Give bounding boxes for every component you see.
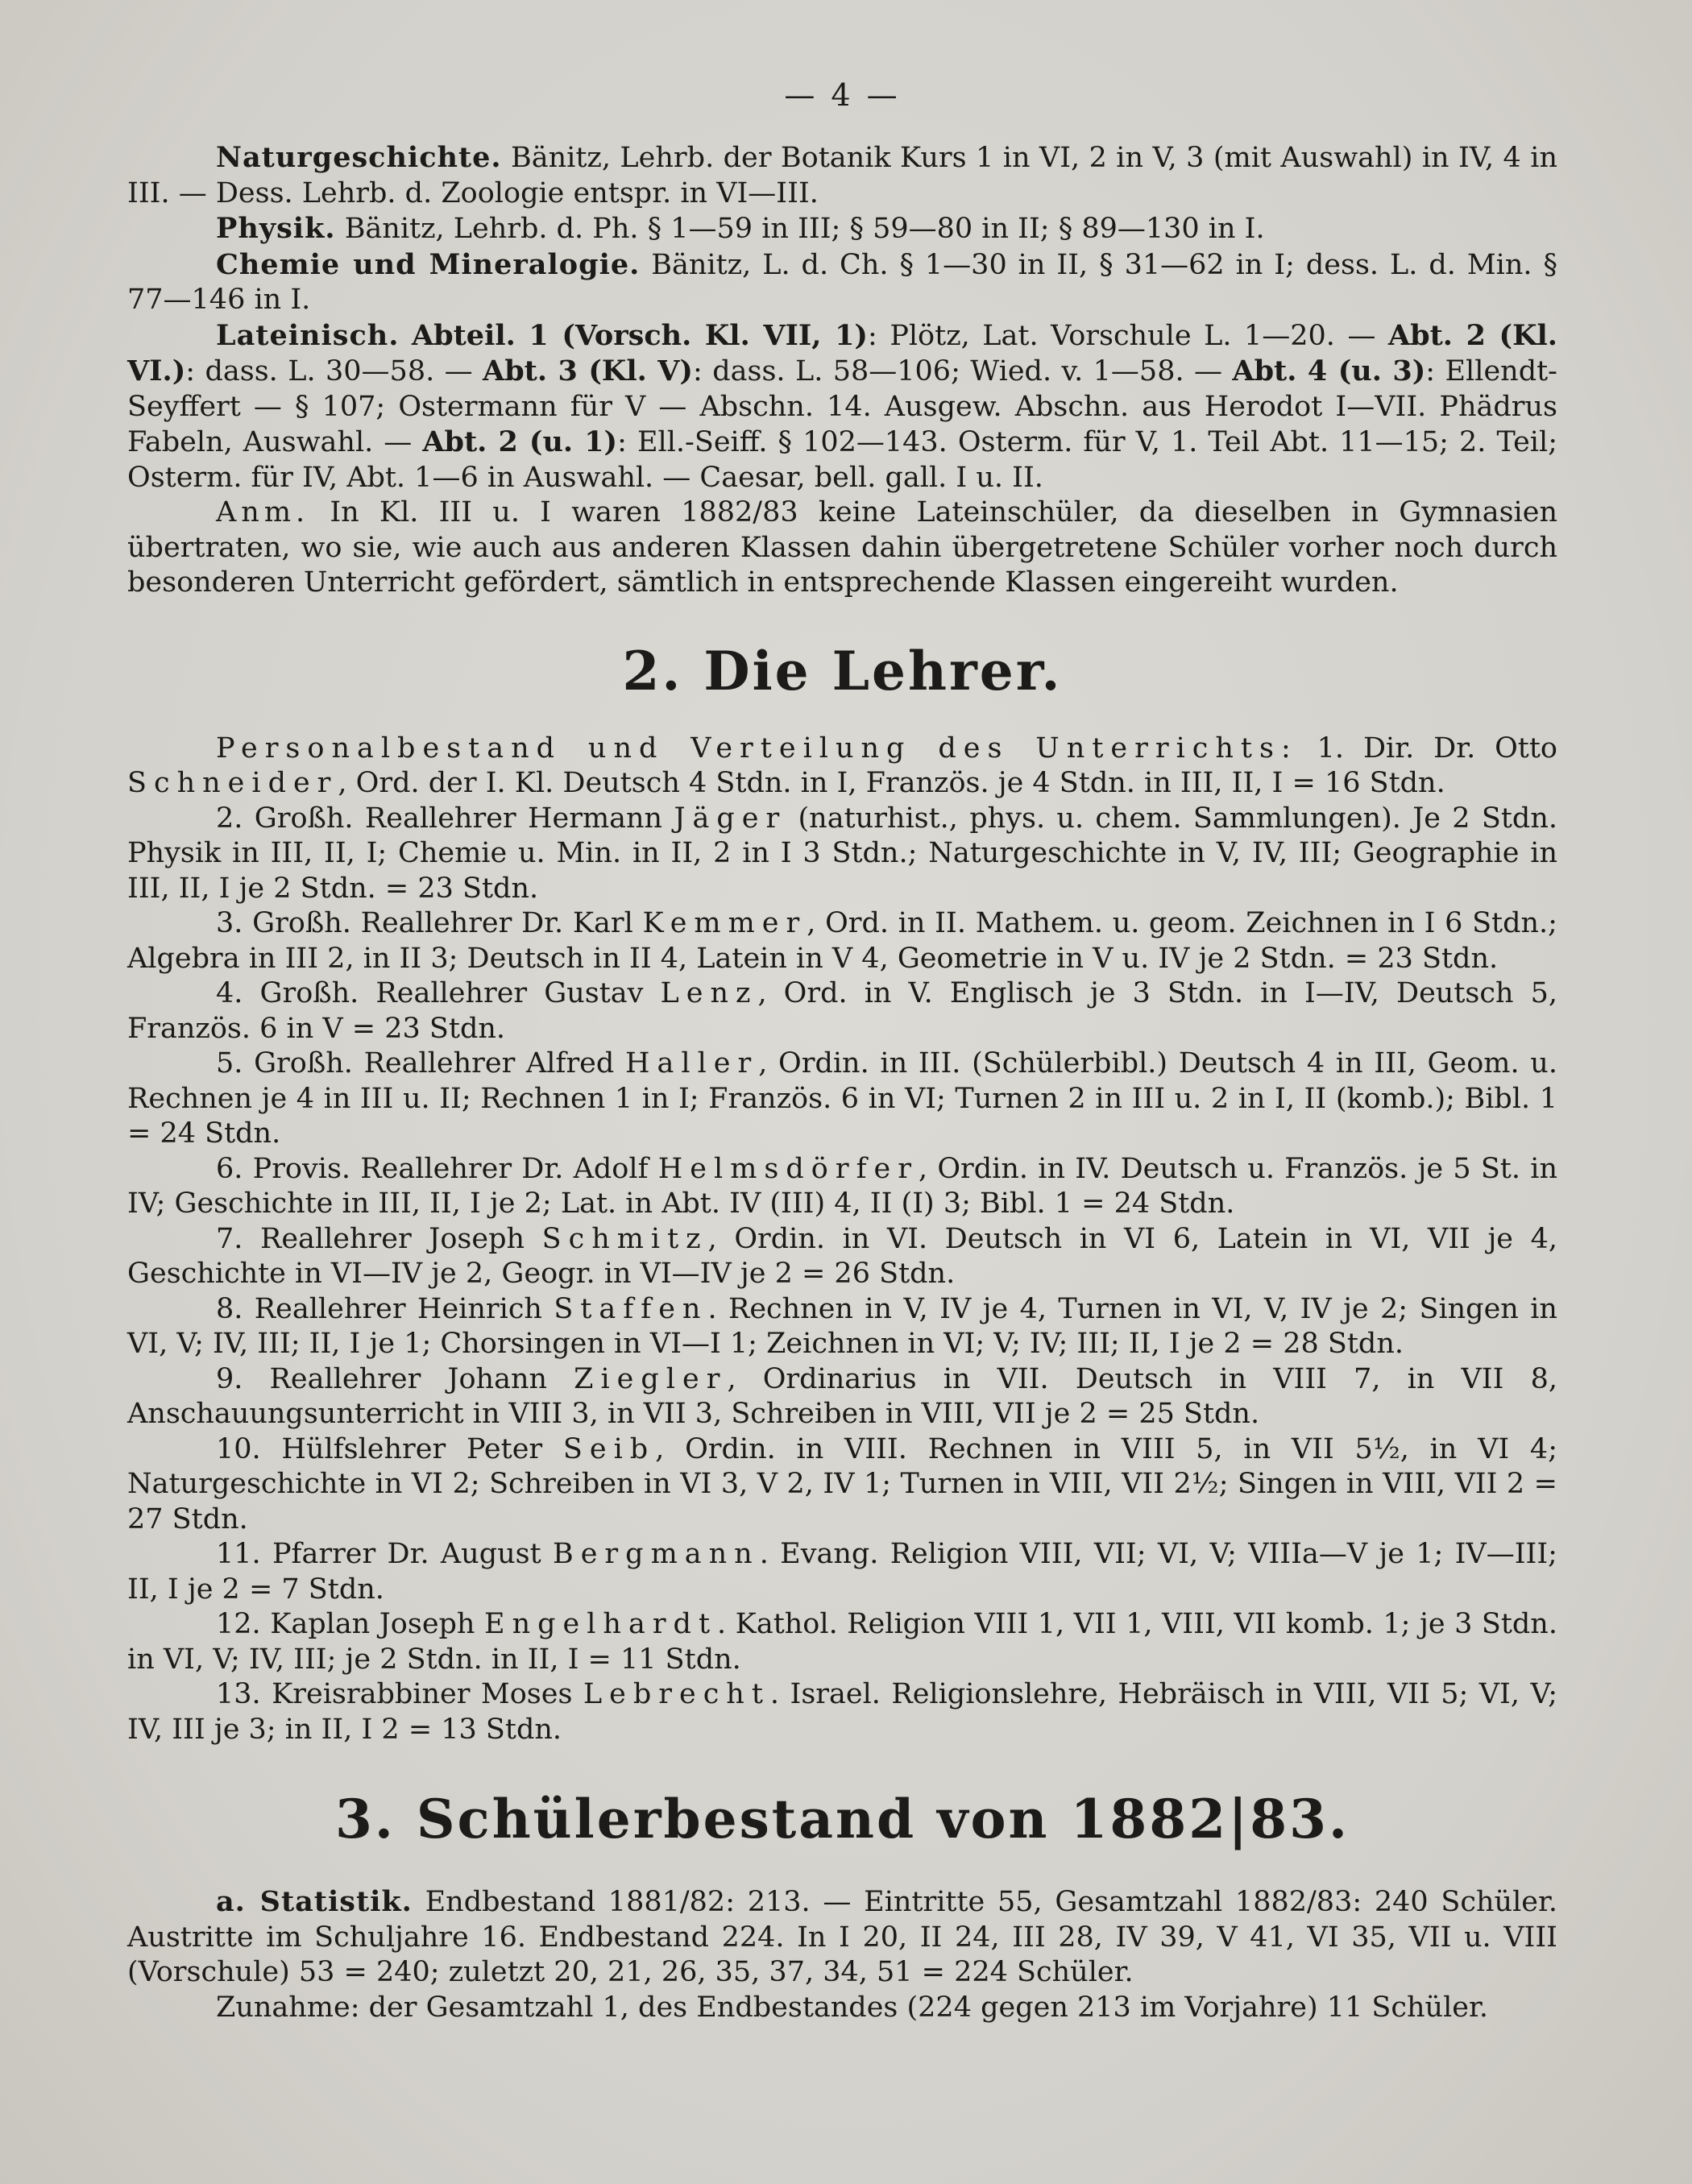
statistik-label: a. Statistik.: [216, 1885, 413, 1918]
teacher-entry-6: [127, 1152, 1557, 1222]
heading-chemie: Chemie und Mineralogie.: [216, 247, 641, 281]
teacher-pre: Dir. Dr. Otto: [1362, 731, 1557, 765]
statistik-text: Endbestand 1881/82: 213. — Eintritte 55, Gesamtzahl 1882/83: 240 Schüler. Austritte im Schuljahre 16. Endbestand 224. In I 20, II 24, III 28, IV 39, V 41, VI 35, VII u. VIII (Vorschule) 53 = 240; zuletzt 20, 21, 26, 35, 37, 34, 51 = 224 Schüler.: [127, 1886, 1557, 1988]
teacher-name: Lenz: [660, 977, 758, 1009]
teacher-entry-9: [127, 1362, 1557, 1432]
section-title-schuelerbestand: 3. Schülerbestand von 1882|83.: [334, 1788, 1350, 1850]
page-number: — 4 —: [784, 77, 901, 113]
text-chemie: Bänitz, L. d. Ch. § 1—30 in II, § 31—62 in I; dess. L. d. Min. § 77—146 in I.: [127, 248, 1558, 316]
teacher-entry-5: [127, 1046, 1557, 1152]
teacher-pre: Reallehrer Joseph: [259, 1222, 525, 1255]
teacher-pre: Großh. Reallehrer Hermann: [254, 802, 663, 835]
teacher-pre: Großh. Reallehrer Gustav: [259, 977, 644, 1009]
teacher-number: 13.: [216, 1678, 261, 1710]
teacher-entry-12: [127, 1607, 1557, 1677]
teacher-post: , Ordin. in VI. Deutsch in VI 6, Latein in VI, VII je 4, Geschichte in VI—IV je 2, Geogr. in VI—IV je 2 = 26 Stdn.: [127, 1222, 1557, 1290]
teacher-pre: Kreisrabbiner Moses: [272, 1678, 573, 1710]
teacher-post: (naturhist., phys. u. chem. Sammlungen). Je 2 Stdn. Physik in III, II, I; Chemie u. Min. in II, 2 in I 3 Stdn.; Naturgeschichte in V, IV, III; Geographie in III, II, I je 2 Stdn. = 23 Stdn.: [127, 802, 1557, 905]
teacher-name: Helmsdörfer: [657, 1152, 919, 1185]
teacher-pre: Großh. Reallehrer Alfred: [254, 1047, 615, 1080]
teacher-name: Seib: [562, 1432, 656, 1465]
latein-text-5: : Ell.-Seiff. § 102—143. Osterm. für V, 1. Teil Abt. 11—15; 2. Teil; Osterm. für IV, Abt. 1—6 in Auswahl. — Caesar, bell. gall. I u. II.: [127, 426, 1557, 494]
latein-label-4: Abt. 4 (u. 3): [1232, 354, 1426, 387]
teacher-pre: Großh. Reallehrer Dr. Karl: [252, 907, 633, 939]
anmerkung-text: In Kl. III u. I waren 1882/83 keine Lateinschüler, da dieselben in Gymnasien übertraten, wo sie, wie auch aus anderen Klassen dahin übergetretene Schüler vorher noch durch besonderen Unterricht gefördert, sämtlich in entsprechende Klassen eingereiht wurden.: [127, 496, 1557, 599]
teacher-entry-2: [127, 802, 1557, 907]
teacher-pre: Reallehrer Johann: [269, 1362, 548, 1395]
teacher-post: . Israel. Religionslehre, Hebräisch in VIII, VII 5; VI, V; IV, III je 3; in II, I 2 = 13 Stdn.: [127, 1678, 1557, 1746]
teacher-post: , Ordinarius in VII. Deutsch in VIII 7, in VII 8, Anschauungsunterricht in VIII 3, in VII 3, Schreiben in VIII, VII je 2 = 25 Stdn.: [127, 1362, 1557, 1430]
heading-physik: Physik.: [216, 212, 336, 245]
latein-label-1: Abteil. 1 (Vorsch. Kl. VII, 1): [411, 318, 868, 352]
teacher-entry-4: [127, 976, 1557, 1046]
page-content: [127, 77, 1557, 2025]
teacher-name: Schmitz: [541, 1222, 708, 1255]
teacher-post: , Ordin. in IV. Deutsch u. Französ. je 5 St. in IV; Geschichte in III, II, I je 2; Lat. in Abt. IV (III) 4, II (I) 3; Bibl. 1 = 24 Stdn.: [127, 1152, 1557, 1220]
personalbestand-label: Personalbestand und Verteilung des Unterrichts:: [216, 731, 1298, 765]
paragraph-chemie: [127, 247, 1557, 318]
teacher-number: 1.: [1317, 731, 1345, 765]
teacher-post: , Ordin. in VIII. Rechnen in VIII 5, in VII 5½, in VI 4; Naturgeschichte in VI 2; Schreiben in VI 3, V 2, IV 1; Turnen in VIII, VII 2½; Singen in VIII, VII 2 = 27 Stdn.: [127, 1432, 1557, 1535]
teacher-number: 10.: [216, 1432, 261, 1465]
teacher-number: 9.: [216, 1362, 243, 1395]
teacher-entry-10: [127, 1432, 1557, 1538]
teacher-post: , Ordin. in III. (Schülerbibl.) Deutsch 4 in III, Geom. u. Rechnen je 4 in III u. II; Rechnen 1 in I; Französ. 6 in VI; Turnen 2 in III u. 2 in I, II (komb.); Bibl. 1 = 24 Stdn.: [127, 1047, 1557, 1150]
paragraph-zunahme: [127, 1991, 1557, 2026]
heading-naturgeschichte: Naturgeschichte.: [216, 141, 502, 174]
teacher-pre: Reallehrer Heinrich: [254, 1292, 542, 1325]
teacher-name: Ziegler: [574, 1362, 728, 1395]
teacher-entry-11: [127, 1537, 1557, 1607]
anmerkung-label: Anm.: [216, 496, 310, 528]
teacher-number: 3.: [216, 907, 243, 939]
latein-text-3: : dass. L. 58—106; Wied. v. 1—58. —: [693, 355, 1233, 387]
teacher-entry-7: [127, 1222, 1557, 1292]
latein-text-1: : Plötz, Lat. Vorschule L. 1—20. —: [867, 319, 1388, 352]
teacher-pre: Pfarrer Dr. August: [272, 1538, 541, 1570]
teacher-pre: Provis. Reallehrer Dr. Adolf: [252, 1152, 649, 1185]
teacher-name: Lebrecht: [583, 1678, 770, 1710]
paragraph-statistik: [127, 1884, 1557, 1991]
teacher-post: . Rechnen in V, IV je 4, Turnen in VI, V, IV je 2; Singen in VI, V; IV, III; II, I je 1; Chorsingen in VI—I 1; Zeichnen in VI; V; IV; III; II, I je 2 = 28 Stdn.: [127, 1292, 1557, 1360]
latein-label-3: Abt. 3 (Kl. V): [483, 354, 693, 387]
latein-text-4: : Ellendt-Seyffert — § 107; Ostermann für V — Abschn. 14. Ausgew. Abschn. aus Herodot I—VII. Phädrus Fabeln, Auswahl. —: [127, 355, 1557, 458]
teacher-number: 6.: [216, 1152, 243, 1185]
teacher-entry-3: [127, 906, 1557, 976]
teacher-number: 8.: [216, 1292, 243, 1325]
teacher-entry-8: [127, 1292, 1557, 1362]
teacher-pre: Kaplan Joseph: [270, 1608, 475, 1640]
teacher-name: Engelhardt: [484, 1608, 718, 1640]
teacher-pre: Hülfslehrer Peter: [281, 1432, 543, 1465]
text-physik: Bänitz, Lehrb. d. Ph. § 1—59 in III; § 59—80 in II; § 89—130 in I.: [344, 213, 1265, 245]
teacher-number: 5.: [216, 1047, 243, 1080]
teacher-post: , Ord. der I. Kl. Deutsch 4 Stdn. in I, Französ. je 4 Stdn. in III, II, I = 16 Stdn.: [338, 767, 1445, 799]
teacher-post: , Ord. in II. Mathem. u. geom. Zeichnen in I 6 Stdn.; Algebra in III 2, in II 3; Deutsch in II 4, Latein in V 4, Geometrie in V u. IV je 2 Stdn. = 23 Stdn.: [127, 907, 1557, 975]
teacher-post: . Evang. Religion VIII, VII; VI, V; VIIIa—V je 1; IV—III; II, I je 2 = 7 Stdn.: [127, 1538, 1557, 1606]
teacher-post: . Kathol. Religion VIII 1, VII 1, VIII, VII komb. 1; je 3 Stdn. in VI, V; IV, III; je 2 Stdn. in II, I = 11 Stdn.: [127, 1608, 1557, 1676]
latein-label-2: Abt. 2 (Kl. VI.): [127, 318, 1557, 387]
teacher-name: Jäger: [674, 802, 787, 835]
teacher-number: 4.: [216, 977, 243, 1009]
teacher-name: Haller: [624, 1047, 759, 1080]
section-title-lehrer: 2. Die Lehrer.: [622, 639, 1063, 702]
paragraph-naturgeschichte: [127, 140, 1557, 211]
teacher-number: 2.: [216, 802, 243, 835]
teacher-name: Kemmer: [642, 907, 807, 939]
teacher-number: 7.: [216, 1222, 243, 1255]
teacher-number: 11.: [216, 1538, 261, 1570]
teacher-name: Staffen: [554, 1292, 708, 1325]
teacher-name: Schneider: [127, 767, 338, 799]
teacher-entry-13: [127, 1677, 1557, 1747]
latein-text-2: : dass. L. 30—58. —: [185, 355, 483, 387]
teacher-entry-1: [127, 731, 1557, 802]
latein-label-5: Abt. 2 (u. 1): [422, 425, 618, 458]
paragraph-anmerkung: [127, 495, 1557, 601]
paragraph-physik: [127, 211, 1557, 247]
heading-lateinisch: Lateinisch.: [216, 318, 400, 352]
paragraph-lateinisch: [127, 318, 1557, 496]
teacher-name: Bergmann: [553, 1538, 760, 1570]
zunahme-text: Zunahme: der Gesamtzahl 1, des Endbestandes (224 gegen 213 im Vorjahre) 11 Schüler.: [216, 1991, 1489, 2024]
text-naturgeschichte: Bänitz, Lehrb. der Botanik Kurs 1 in VI, 2 in V, 3 (mit Auswahl) in IV, 4 in III. — Dess. Lehrb. d. Zoologie entspr. in VI—III.: [127, 142, 1557, 209]
teacher-post: , Ord. in V. Englisch je 3 Stdn. in I—IV, Deutsch 5, Französ. 6 in V = 23 Stdn.: [127, 977, 1557, 1045]
teacher-number: 12.: [216, 1608, 261, 1640]
